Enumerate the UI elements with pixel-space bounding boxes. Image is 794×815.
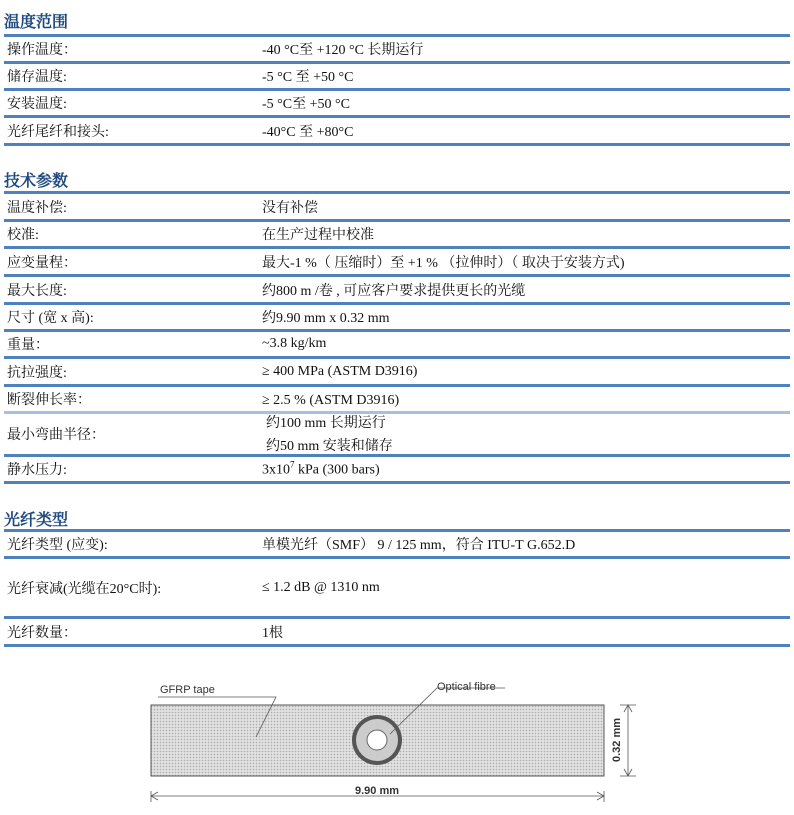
row-label: 应变量程： [7, 255, 77, 271]
table-row [4, 302, 790, 329]
table-row [4, 88, 790, 115]
table-row [4, 411, 790, 454]
row-label: 操作温度： [7, 43, 77, 58]
row-label: 储存温度: [7, 70, 67, 85]
value-exponent: 7 [290, 459, 295, 470]
table-row [4, 529, 790, 556]
row-value: 约9.90 mm x 0.32 mm [262, 311, 390, 326]
table-row [4, 246, 790, 274]
tape-label: GFRP tape [160, 684, 215, 696]
table-row [4, 191, 790, 219]
row-label: 最大长度: [7, 283, 67, 299]
row-value: ≥ 400 MPa (ASTM D3916) [262, 363, 418, 379]
row-value: ~3.8 kg/km [262, 336, 327, 351]
table-row [4, 616, 790, 647]
row-label: 安装温度: [7, 97, 67, 112]
table-row [4, 219, 790, 246]
row-value: -40°C 至 +80°C [262, 124, 354, 140]
table-row [4, 356, 790, 384]
fibre-label: Optical fibre [437, 681, 496, 693]
section-title-temperature: 温度范围 [4, 12, 69, 31]
row-label: 最小弯曲半径： [7, 428, 105, 443]
row-value: -40 °C至 +120 °C 长期运行 [262, 43, 424, 58]
row-value: 约100 mm 长期运行 [266, 416, 386, 431]
fibre-core [367, 730, 387, 750]
value-base: 3x10 [262, 462, 290, 478]
row-value: ≤ 1.2 dB @ 1310 nm [262, 579, 380, 595]
table-row [4, 454, 790, 484]
row-value: 1根 [262, 625, 283, 641]
table-row [4, 115, 790, 146]
section-title-technical: 技术参数 [4, 171, 69, 190]
row-value: -5 °C 至 +50 °C [262, 70, 354, 85]
row-label: 断裂伸长率： [7, 393, 91, 408]
row-label: 光纤尾纤和接头: [7, 124, 109, 140]
row-value-2: 约50 mm 安装和储存 [266, 439, 393, 454]
row-label: 抗拉强度: [7, 365, 67, 381]
table-row [4, 274, 790, 302]
table-row [4, 329, 790, 356]
table-row [4, 61, 790, 88]
row-value [262, 460, 380, 479]
row-label: 静水压力: [7, 463, 67, 478]
cable-cross-section-diagram [0, 660, 794, 815]
row-value: 最大-1 %（ 压缩时）至 +1 % （拉伸时）（ 取决于安装方式) [262, 255, 625, 271]
width-label: 9.90 mm [354, 785, 400, 797]
row-value: -5 °C至 +50 °C [262, 97, 350, 112]
table-row [4, 556, 790, 616]
row-value: ≥ 2.5 % (ASTM D3916) [262, 393, 400, 409]
height-label: 0.32 mm [611, 717, 623, 763]
row-label: 光纤衰减(光缆在20°C时): [7, 581, 162, 597]
row-value: 没有补偿 [262, 200, 318, 216]
fibre-table [4, 529, 790, 647]
technical-table [4, 191, 790, 484]
row-label: 尺寸 (宽 x 高): [7, 311, 94, 326]
table-row [4, 384, 790, 411]
row-label: 光纤类型 (应变): [7, 538, 108, 553]
row-label: 光纤数量： [7, 625, 77, 641]
row-label: 重量： [7, 338, 49, 353]
table-row [4, 34, 790, 61]
row-value: 在生产过程中校准 [262, 228, 374, 243]
row-value: 约800 m /卷 , 可应客户要求提供更长的光缆 [262, 283, 526, 299]
row-value: 单模光纤（SMF） 9 / 125 mm，符合 ITU-T G.652.D [262, 538, 576, 553]
temperature-table [4, 34, 790, 146]
row-label: 校准: [7, 228, 39, 243]
section-title-fibre-type: 光纤类型 [4, 510, 69, 529]
row-label: 温度补偿: [7, 200, 67, 216]
value-unit: kPa (300 bars) [294, 462, 380, 478]
